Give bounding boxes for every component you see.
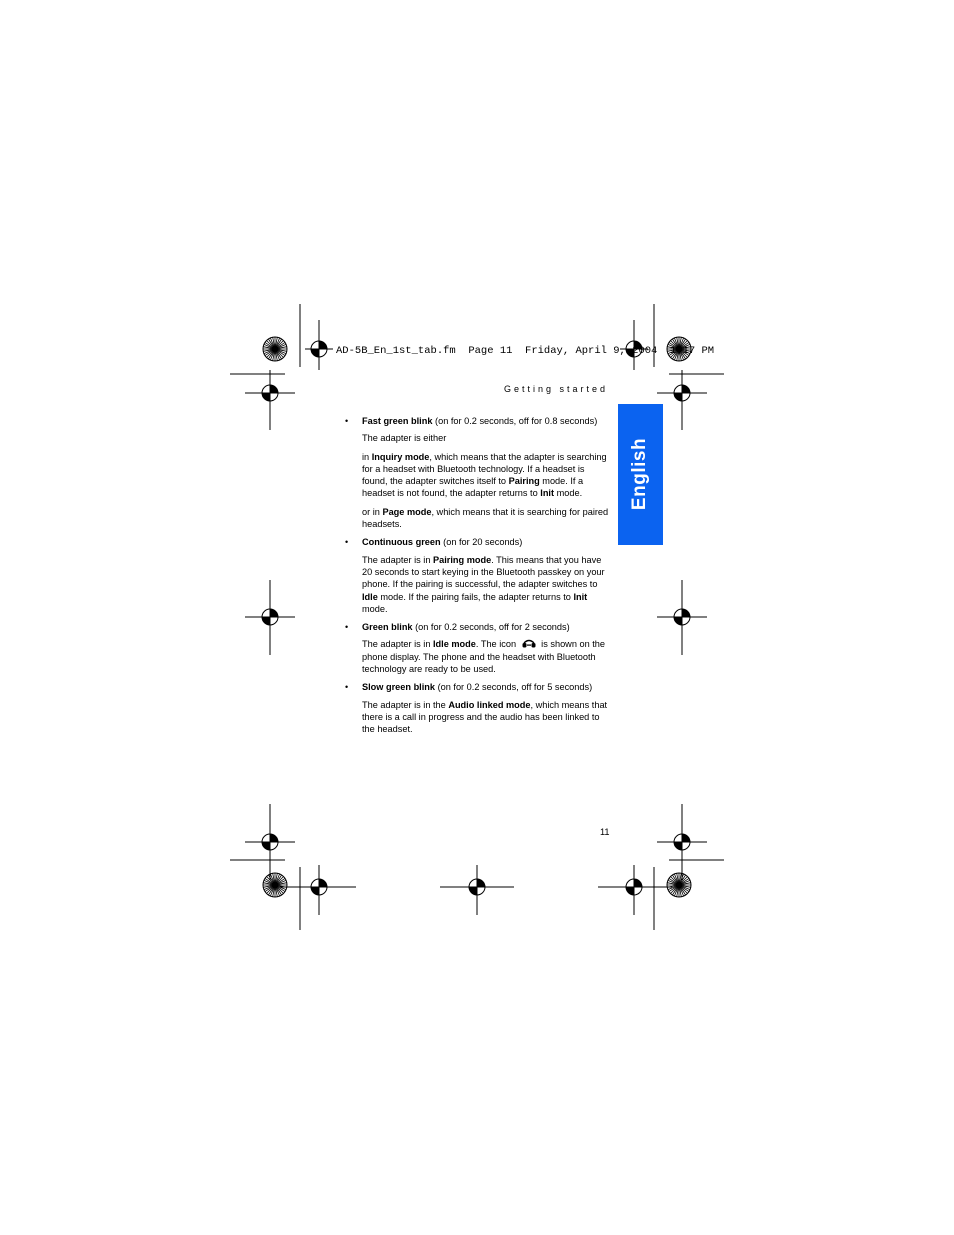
- item-paragraph: The adapter is either: [362, 433, 447, 444]
- list-item: [345, 621, 611, 675]
- body-text: [345, 415, 611, 742]
- item-paragraph: or in Page mode, which means that it is searching for paired headsets.: [362, 506, 609, 530]
- bullet-icon: •: [345, 682, 349, 693]
- list-item: [345, 536, 611, 615]
- item-heading: Continuous green (on for 20 seconds): [362, 537, 523, 548]
- list-item: [345, 681, 611, 735]
- running-head: Getting started: [503, 384, 608, 394]
- bullet-icon: •: [345, 416, 349, 426]
- bullet-icon: •: [345, 622, 349, 633]
- item-paragraph: The adapter is in Idle mode. The icon is shown on the phone display. The phone and the headset with Bluetooth technology are ready to be used.: [362, 639, 606, 675]
- headset-connected-icon: [522, 639, 536, 648]
- item-heading: Fast green blink (on for 0.2 seconds, off for 0.8 seconds): [362, 416, 598, 426]
- language-tab: [618, 404, 663, 545]
- page-number: 11: [600, 827, 610, 837]
- item-heading: Slow green blink (on for 0.2 seconds, off for 5 seconds): [362, 682, 593, 693]
- file-slug: AD-5B_En_1st_tab.fm Page 11 Friday, April 9, 2004 1:17 PM: [336, 345, 715, 357]
- item-paragraph: The adapter is in the Audio linked mode, which means that there is a call in progress and the audio has been linked to the headset.: [362, 699, 608, 735]
- language-tab-label: English: [629, 437, 650, 511]
- list-item: [345, 415, 611, 530]
- item-heading: Green blink (on for 0.2 seconds, off for 2 seconds): [362, 622, 570, 633]
- item-paragraph: in Inquiry mode, which means that the adapter is searching for a headset with Bluetooth technology. If a headset is found, the adapter switches itself to Pairing mode. If a headset is not found, the adapter returns to Init mode.: [362, 451, 607, 499]
- bullet-icon: •: [345, 537, 349, 548]
- item-paragraph: The adapter is in Pairing mode. This means that you have 20 seconds to start keying in the Bluetooth passkey on your phone. If the pairing is successful, the adapter switches to Idle mode. If the pairing fails, the adapter returns to Init mode.: [362, 554, 605, 614]
